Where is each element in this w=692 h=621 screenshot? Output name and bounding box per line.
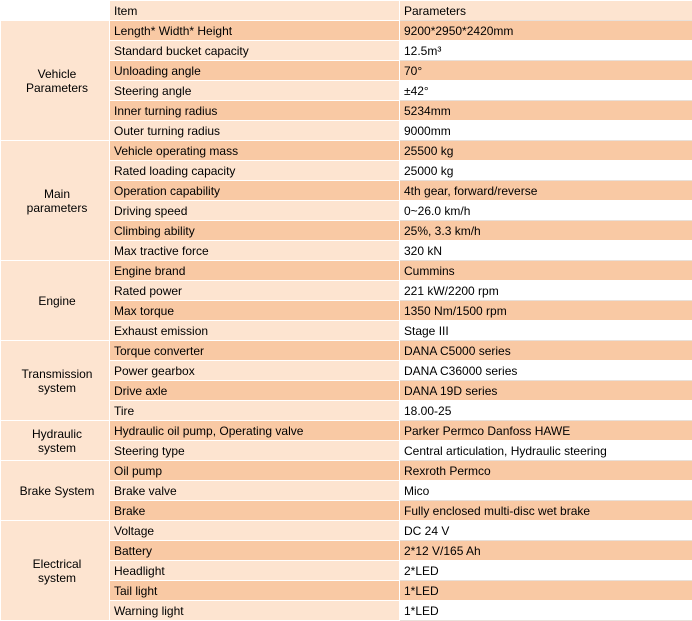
parameter-cell: 1*LED <box>400 601 692 621</box>
parameter-cell: Central articulation, Hydraulic steering <box>400 441 692 461</box>
item-cell: Unloading angle <box>110 61 400 81</box>
parameter-cell: DANA C36000 series <box>400 361 692 381</box>
item-cell: Brake valve <box>110 481 400 501</box>
table-row <box>1 261 692 281</box>
header-row <box>1 1 692 21</box>
group-label: Main parameters <box>1 141 110 261</box>
item-cell: Steering angle <box>110 81 400 101</box>
item-cell: Drive axle <box>110 381 400 401</box>
table-row <box>1 421 692 441</box>
table-row <box>1 21 692 41</box>
parameter-cell: 25500 kg <box>400 141 692 161</box>
item-cell: Voltage <box>110 521 400 541</box>
header-item: Item <box>110 1 400 21</box>
parameter-cell: 4th gear, forward/reverse <box>400 181 692 201</box>
header-parameters: Parameters <box>400 1 692 21</box>
table-row <box>1 461 692 481</box>
item-cell: Operation capability <box>110 181 400 201</box>
item-cell: Torque converter <box>110 341 400 361</box>
item-cell: Headlight <box>110 561 400 581</box>
parameter-cell: 2*12 V/165 Ah <box>400 541 692 561</box>
item-cell: Hydraulic oil pump, Operating valve <box>110 421 400 441</box>
table-row <box>1 521 692 541</box>
item-cell: Length* Width* Height <box>110 21 400 41</box>
parameter-cell: Fully enclosed multi-disc wet brake <box>400 501 692 521</box>
item-cell: Rated loading capacity <box>110 161 400 181</box>
item-cell: Battery <box>110 541 400 561</box>
item-cell: Power gearbox <box>110 361 400 381</box>
parameter-cell: 1*LED <box>400 581 692 601</box>
group-label: Hydraulic system <box>1 421 110 461</box>
parameter-cell: DC 24 V <box>400 521 692 541</box>
group-label: Vehicle Parameters <box>1 21 110 141</box>
table-row <box>1 141 692 161</box>
parameter-cell: 1350 Nm/1500 rpm <box>400 301 692 321</box>
item-cell: Warning light <box>110 601 400 621</box>
parameter-cell: ±42° <box>400 81 692 101</box>
item-cell: Outer turning radius <box>110 121 400 141</box>
parameter-cell: 221 kW/2200 rpm <box>400 281 692 301</box>
item-cell: Rated power <box>110 281 400 301</box>
item-cell: Climbing ability <box>110 221 400 241</box>
header-blank-cell <box>1 1 110 21</box>
parameter-cell: 25%, 3.3 km/h <box>400 221 692 241</box>
group-label: Brake System <box>1 461 110 521</box>
parameter-cell: Stage III <box>400 321 692 341</box>
parameter-cell: 9200*2950*2420mm <box>400 21 692 41</box>
group-label: Engine <box>1 261 110 341</box>
item-cell: Inner turning radius <box>110 101 400 121</box>
parameter-cell: 25000 kg <box>400 161 692 181</box>
parameter-cell: 5234mm <box>400 101 692 121</box>
item-cell: Oil pump <box>110 461 400 481</box>
group-label: Transmission system <box>1 341 110 421</box>
item-cell: Engine brand <box>110 261 400 281</box>
item-cell: Vehicle operating mass <box>110 141 400 161</box>
item-cell: Exhaust emission <box>110 321 400 341</box>
item-cell: Tire <box>110 401 400 421</box>
spec-table-body <box>1 1 692 621</box>
item-cell: Max tractive force <box>110 241 400 261</box>
parameter-cell: 70° <box>400 61 692 81</box>
group-label: Electrical system <box>1 521 110 621</box>
item-cell: Max torque <box>110 301 400 321</box>
parameter-cell: 0~26.0 km/h <box>400 201 692 221</box>
parameter-cell: Parker Permco Danfoss HAWE <box>400 421 692 441</box>
parameter-cell: DANA C5000 series <box>400 341 692 361</box>
item-cell: Brake <box>110 501 400 521</box>
parameter-cell: 12.5m³ <box>400 41 692 61</box>
parameter-cell: 320 kN <box>400 241 692 261</box>
item-cell: Driving speed <box>110 201 400 221</box>
parameter-cell: 9000mm <box>400 121 692 141</box>
parameter-cell: Mico <box>400 481 692 501</box>
item-cell: Steering type <box>110 441 400 461</box>
parameter-cell: Cummins <box>400 261 692 281</box>
item-cell: Standard bucket capacity <box>110 41 400 61</box>
parameter-cell: Rexroth Permco <box>400 461 692 481</box>
parameter-cell: 18.00-25 <box>400 401 692 421</box>
table-row <box>1 341 692 361</box>
item-cell: Tail light <box>110 581 400 601</box>
parameter-cell: 2*LED <box>400 561 692 581</box>
parameter-cell: DANA 19D series <box>400 381 692 401</box>
